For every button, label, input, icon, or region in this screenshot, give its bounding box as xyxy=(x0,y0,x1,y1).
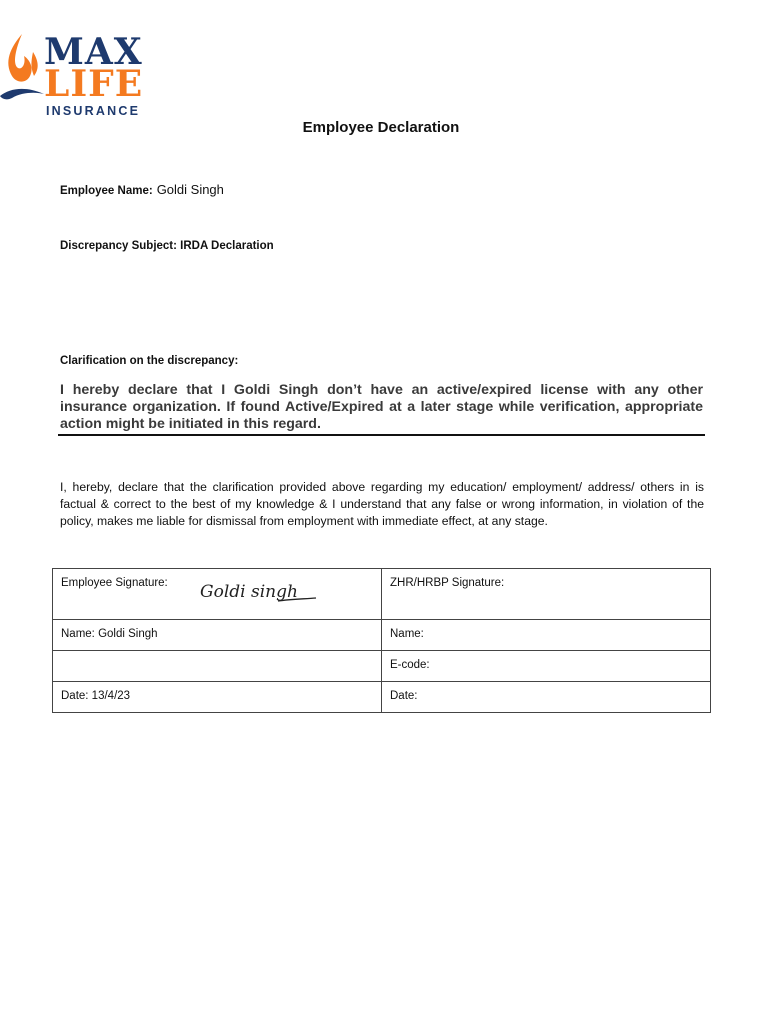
hr-date-cell xyxy=(382,682,711,713)
zhr-signature-label: ZHR/HRBP Signature: xyxy=(390,577,505,589)
handwritten-signature xyxy=(196,575,326,607)
logo-text-insurance: INSURANCE xyxy=(46,104,141,118)
table-row xyxy=(53,620,711,651)
employee-date-text: Date: 13/4/23 xyxy=(61,690,131,702)
max-life-logo xyxy=(0,30,150,120)
employee-name-text: Name: Goldi Singh xyxy=(61,628,158,640)
clarification-text: I hereby declare that I Goldi Singh don’t have an active/expired license with any other insurance organization. If found Active/Expired at a later stage while verification, appropriate action might be initiated in this regard. xyxy=(60,382,703,432)
flame-wave-icon xyxy=(0,30,50,110)
hr-name-label: Name: xyxy=(390,628,424,640)
logo-text-life: LIFE xyxy=(44,63,144,105)
employee-date-cell xyxy=(53,682,382,713)
employee-name-value: Goldi Singh xyxy=(156,182,224,197)
clarification-divider xyxy=(58,434,705,436)
declaration-paragraph: I, hereby, declare that the clarification provided above regarding my education/ employment/ address/ others in is factual & correct to the best of my knowledge & I understand that any false or wrong information, in violation of the policy, makes me liable for dismissal from employment with immediate effect, at any stage. xyxy=(60,480,704,528)
discrepancy-subject-text: Discrepancy Subject: IRDA Declaration xyxy=(60,240,274,252)
handwritten-signature-text: Goldi singh xyxy=(200,582,298,602)
employee-signature-label: Employee Signature: xyxy=(61,577,168,589)
logo-text-max: MAX xyxy=(44,31,143,73)
discrepancy-subject xyxy=(60,240,274,252)
signature-table xyxy=(52,568,711,713)
employee-name-field xyxy=(60,182,224,197)
zhr-signature-cell xyxy=(382,569,711,620)
table-row xyxy=(53,569,711,620)
employee-name-cell xyxy=(53,620,382,651)
employee-name-label: Employee Name: xyxy=(60,185,153,197)
employee-signature-cell xyxy=(53,569,382,620)
clarification-heading: Clarification on the discrepancy: xyxy=(60,355,239,367)
page-title: Employee Declaration xyxy=(302,119,460,136)
table-row xyxy=(53,682,711,713)
hr-name-cell xyxy=(382,620,711,651)
empty-cell xyxy=(53,651,382,682)
hr-ecode-label: E-code: xyxy=(390,659,430,671)
hr-date-label: Date: xyxy=(390,690,418,702)
hr-ecode-cell xyxy=(382,651,711,682)
table-row xyxy=(53,651,711,682)
